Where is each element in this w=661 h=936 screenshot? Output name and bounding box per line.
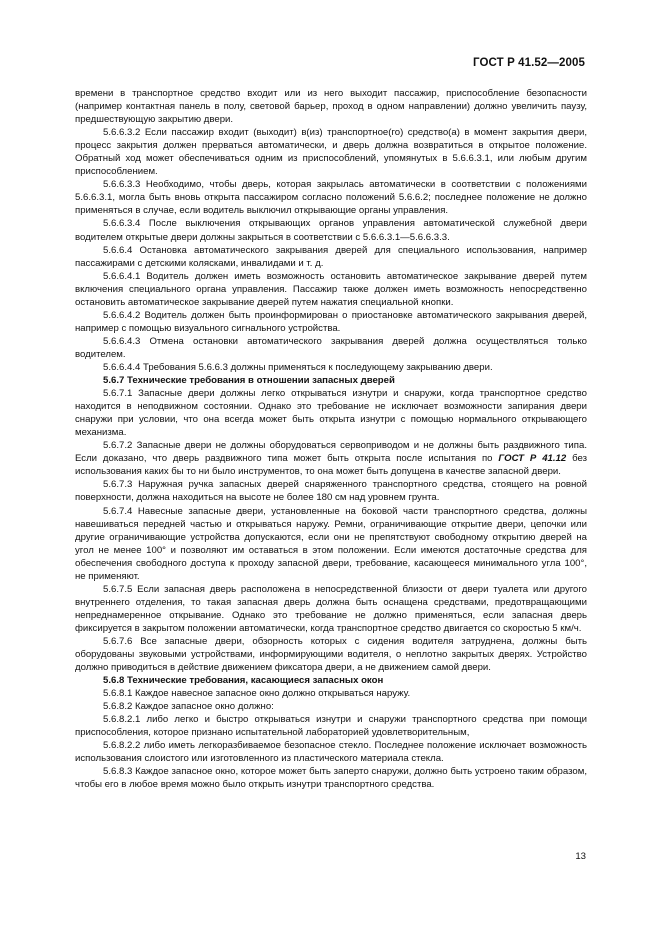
paragraph-5-6-7-1: 5.6.7.1 Запасные двери должны легко открываться изнутри и снаружи, когда транспортное средство находится в неподвижном состоянии. Однако это требование не исключает возможности запирания двери снаружи при условии, что она всегда может быть открыта изнутри с помощью нормального открывающего механизма.	[75, 388, 587, 439]
gost-reference: ГОСТ Р 41.12	[498, 453, 567, 465]
page-number: 13	[575, 851, 586, 862]
paragraph-5-6-7-4: 5.6.7.4 Навесные запасные двери, установленные на боковой части транспортного средства, должны навешиваться передней частью и открываться наружу. Ремни, ограничивающие открытие двери, цепочки или другие ограничивающие устройства допускаются, если они не препятствуют свободному открытию дверей на угол не менее 100° и позволяют им оставаться в этом положении. Если имеются достаточные средства для обеспечения свободного доступа к проходу запасной двери, требование, касающееся минимального угла 100°, не применяют.	[75, 505, 587, 582]
paragraph-5-6-8-1: 5.6.8.1 Каждое навесное запасное окно должно открываться наружу.	[103, 688, 411, 700]
section-heading-5-6-8: 5.6.8 Технические требования, касающиеся запасных окон	[103, 675, 384, 687]
paragraph-5-6-6-4-2: 5.6.6.4.2 Водитель должен быть проинформирован о приостановке автоматического закрывания дверей, например с помощью визуального сигнального устройства.	[75, 309, 587, 334]
paragraph-5-6-7-2-part-1: 5.6.7.2 Запасные двери не должны оборудоваться сервоприводом и не должны быть раздвижного типа. Если доказано, что дверь раздвижного типа может быть открыта после испытания по	[75, 440, 587, 465]
paragraph-continuation: времени в транспортное средство входит или из него выходит пассажир, приспособление безопасности (например контактная панель в полу, световой барьер, проход в одном направлении) должно увеличить паузу, предшествующую закрытию двери.	[75, 88, 587, 126]
paragraph-5-6-6-4-1: 5.6.6.4.1 Водитель должен иметь возможность остановить автоматическое закрывание дверей путем включения специального органа управления. Пассажир также должен иметь возможность непосредственно остановить автоматическое закрывание дверей путем нажатия специальной кнопки.	[75, 270, 587, 308]
document-code-header: ГОСТ Р 41.52—2005	[473, 57, 585, 69]
paragraph-5-6-7-6: 5.6.7.6 Все запасные двери, обзорность которых с сидения водителя затруднена, должны быть оборудованы звуковыми устройствами, информирующими водителя, о неплотно закрытых дверях. Устройство должно приводиться в действие движением фиксатора двери, а не движением самой двери.	[75, 635, 587, 674]
paragraph-5-6-6-4: 5.6.6.4 Остановка автоматического закрывания дверей для специального использования, например пассажирами с детскими колясками, инвалидами и т. д.	[75, 244, 587, 269]
paragraph-5-6-6-3-2: 5.6.6.3.2 Если пассажир входит (выходит) в(из) транспортное(го) средство(а) в момент закрытия двери, процесс закрытия должен прерваться автоматически, и дверь должна возвратиться в открытое положение. Обратный ход может обеспечиваться одним из приспособлений, упомянутых в 5.6.6.3.1, или любым другим приспособлением.	[75, 127, 587, 178]
paragraph-5-6-6-3-4: 5.6.6.3.4 После выключения открывающих органов управления автоматической служебной двери водителем открытые двери должны закрыться в соответствии с 5.6.6.3.1—5.6.6.3.3.	[75, 218, 587, 243]
paragraph-5-6-8-2-2: 5.6.8.2.2 либо иметь легкоразбиваемое безопасное стекло. Последнее положение исключает возможность использования слоистого или изготовленного из пластического материала стекла.	[75, 740, 587, 765]
paragraph-5-6-7-3: 5.6.7.3 Наружная ручка запасных дверей снаряженного транспортного средства, стоящего на ровной поверхности, должна находиться на высоте не более 180 см над уровнем грунта.	[75, 479, 587, 504]
paragraph-5-6-7-2-part-2: без использования каких бы то ни было инструментов, то она может быть допущена в качестве запасной двери.	[75, 453, 588, 478]
paragraph-5-6-7-5: 5.6.7.5 Если запасная дверь расположена в непосредственной близости от двери туалета или другого внутреннего отделения, то такая запасная дверь должна быть оснащена средствами, предотвращающими непреднамеренное открывание. Однако это требование не должно применяться, если запасная дверь фиксируется в закрытом положении автоматически, когда транспортное средство двигается со скоростью 5 км/ч.	[75, 583, 587, 634]
section-heading-5-6-7: 5.6.7 Технические требования в отношении запасных дверей	[103, 375, 395, 387]
paragraph-5-6-8-2: 5.6.8.2 Каждое запасное окно должно:	[103, 701, 274, 713]
document-body	[75, 87, 587, 792]
paragraph-5-6-8-2-1: 5.6.8.2.1 либо легко и быстро открываться изнутри и снаружи транспортного средства при помощи приспособления, которое признано испытательной лабораторией удовлетворительным,	[75, 714, 587, 739]
paragraph-5-6-6-4-3: 5.6.6.4.3 Отмена остановки автоматического закрывания дверей должна осуществляться только водителем.	[75, 335, 587, 360]
paragraph-5-6-7-2	[75, 439, 587, 478]
paragraph-5-6-6-4-4: 5.6.6.4.4 Требования 5.6.6.3 должны применяться к последующему закрыванию двери.	[103, 361, 493, 373]
paragraph-5-6-6-3-3: 5.6.6.3.3 Необходимо, чтобы дверь, которая закрылась автоматически в соответствии с положениями 5.6.6.3.1, могла быть вновь открыта пассажиром согласно положений 5.6.6.2; последнее положение не должно применяться в случае, если водитель выключил открывающие органы управления.	[75, 179, 587, 217]
paragraph-5-6-8-3: 5.6.8.3 Каждое запасное окно, которое может быть заперто снаружи, должно быть устроено таким образом, чтобы его в любое время можно было открыть изнутри транспортного средства.	[75, 766, 587, 791]
